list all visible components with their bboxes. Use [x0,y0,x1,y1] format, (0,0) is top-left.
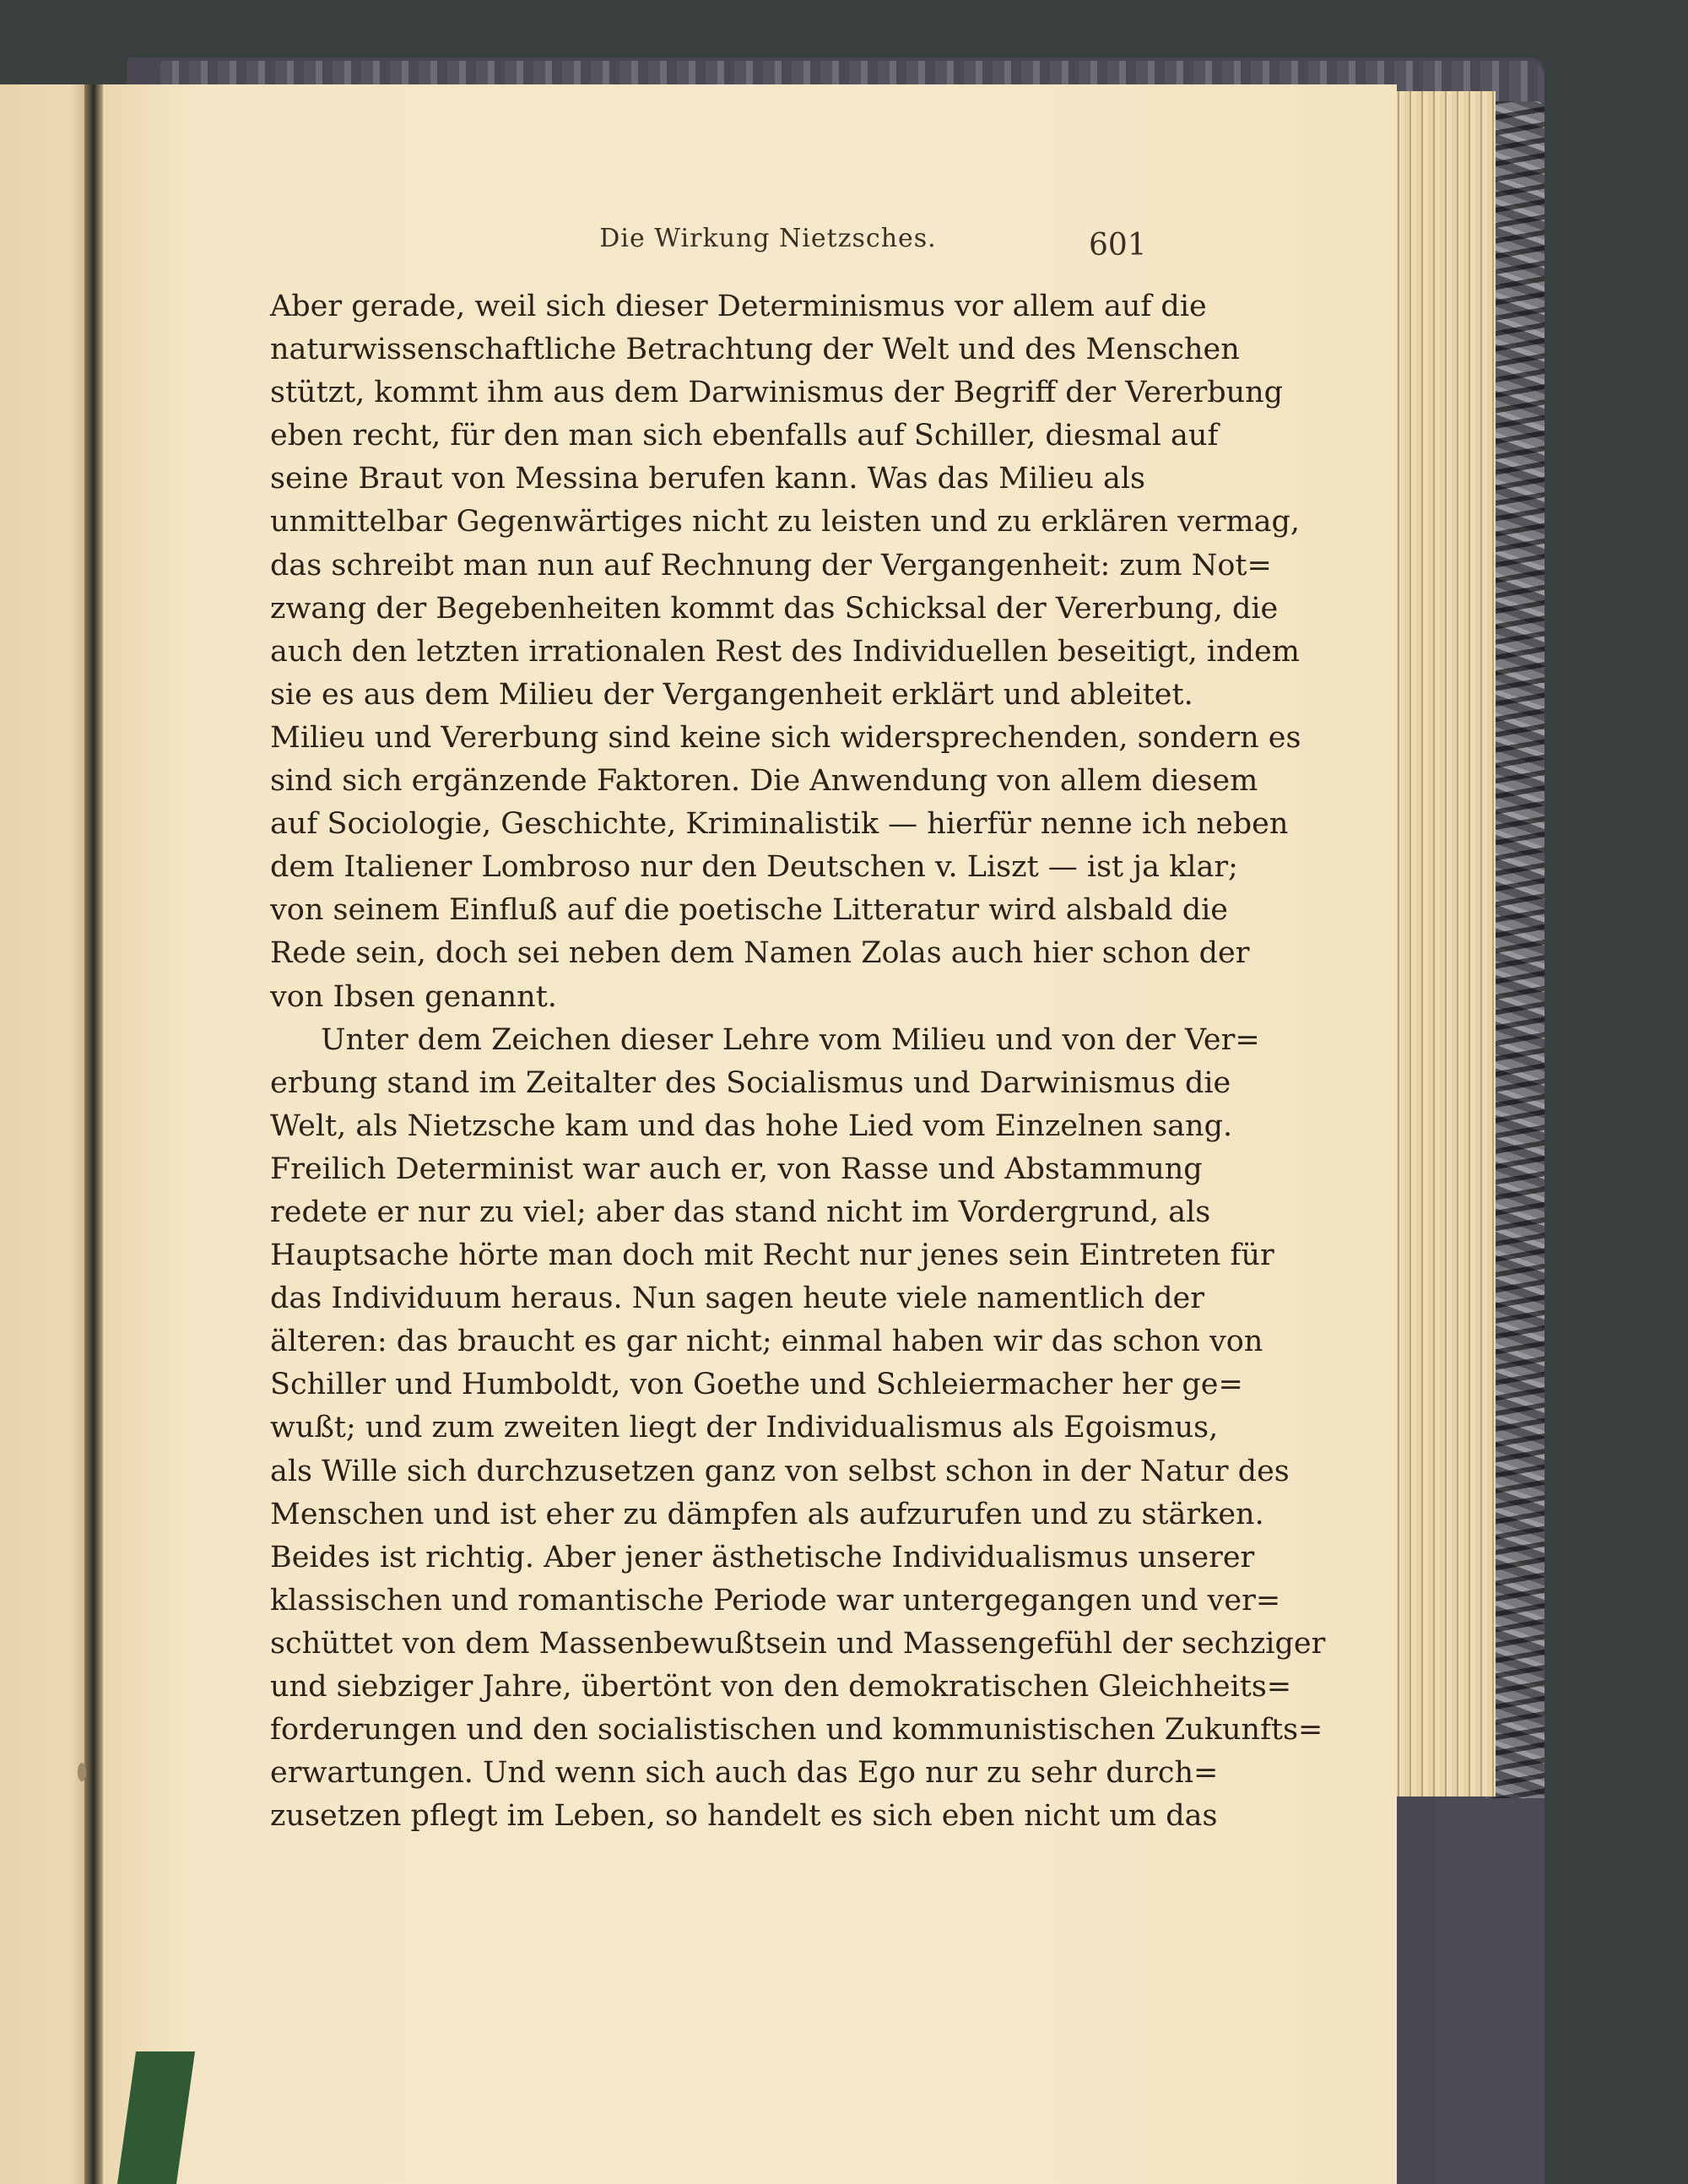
text-line: Menschen und ist eher zu dämpfen als aufzurufen und zu stärken. [270,1497,1264,1531]
text-line: und siebziger Jahre, übertönt von den demokratischen Gleichheits= [270,1670,1292,1704]
text-line: älteren: das braucht es gar nicht; einmal haben wir das schon von [270,1325,1263,1359]
text-line: auch den letzten irrationalen Rest des Individuellen beseitigt, indem [270,634,1300,669]
text-line: wußt; und zum zweiten liegt der Individualismus als Egoismus, [270,1411,1219,1445]
text-line: unmittelbar Gegenwärtiges nicht zu leisten und zu erklären vermag, [270,505,1301,539]
text-line: erwartungen. Und wenn sich auch das Ego nur zu sehr durch= [270,1756,1219,1791]
text-line: zwang der Begebenheiten kommt das Schicksal der Vererbung, die [270,591,1279,626]
text-line: das schreibt man nun auf Rechnung der Vergangenheit: zum Not= [270,548,1272,583]
cover-corner [1435,1798,1545,2184]
text-line: Beides ist richtig. Aber jener ästhetische Individualismus unserer [270,1540,1255,1574]
text-line: Welt, als Nietzsche kam und das hohe Lied vom Einzelnen sang. [270,1108,1233,1143]
text-line: erbung stand im Zeitalter des Socialismus und Darwinismus die [270,1065,1231,1100]
text-line: Milieu und Vererbung sind keine sich widersprechenden, sondern es [270,720,1301,755]
text-line: auf Sociologie, Geschichte, Kriminalistik — hierfür nenne ich neben [270,807,1289,842]
left-page-edge [0,84,89,2184]
text-line: schüttet von dem Massenbewußtsein und Massengefühl der sechziger [270,1626,1326,1661]
text-line: Schiller und Humboldt, von Goethe und Schleiermacher her ge= [270,1368,1243,1402]
body-text [270,285,1326,1838]
text-line: sie es aus dem Milieu der Vergangenheit erklärt und ableitet. [270,677,1193,712]
text-line: dem Italiener Lombroso nur den Deutschen v. Liszt — ist ja klar; [270,850,1238,885]
text-line: forderungen und den socialistischen und kommunistischen Zukunfts= [270,1713,1323,1748]
text-line: seine Braut von Messina berufen kann. Was das Milieu als [270,462,1145,496]
page-block-edges [1393,91,1496,1797]
text-line: Freilich Determinist war auch er, von Rasse und Abstammung [270,1152,1203,1186]
text-line: Aber gerade, weil sich dieser Determinismus vor allem auf die [270,290,1207,323]
text-line: von seinem Einfluß auf die poetische Litteratur wird alsbald die [270,893,1229,928]
text-line: naturwissenschaftliche Betrachtung der Welt und des Menschen [270,333,1240,367]
text-line: als Wille sich durchzusetzen ganz von selbst schon in der Natur des [270,1454,1290,1488]
page-gutter [84,84,103,2184]
text-line: sind sich ergänzende Faktoren. Die Anwendung von allem diesem [270,764,1258,799]
text-line: Unter dem Zeichen dieser Lehre vom Milieu und von der Ver= [321,1022,1260,1057]
text-line: Rede sein, doch sei neben dem Namen Zolas auch hier schon der [270,936,1250,971]
text-line: zusetzen pflegt im Leben, so handelt es sich eben nicht um das [270,1799,1218,1834]
text-line: von Ibsen genannt. [270,979,557,1014]
text-line: eben recht, für den man sich ebenfalls auf Schiller, diesmal auf [270,419,1219,453]
text-line: das Individuum heraus. Nun sagen heute viele namentlich der [270,1282,1204,1316]
margin-spot [78,1763,86,1781]
text-line: Hauptsache hörte man doch mit Recht nur jenes sein Eintreten für [270,1238,1274,1273]
text-line: klassischen und romantische Periode war untergegangen und ver= [270,1583,1281,1618]
text-line: stützt, kommt ihm aus dem Darwinismus der Begriff der Vererbung [270,376,1284,410]
running-head: Die Wirkung Nietzsches. [599,224,937,253]
page-number: 601 [1089,228,1147,263]
text-line: redete er nur zu viel; aber das stand nicht im Vordergrund, als [270,1195,1211,1229]
